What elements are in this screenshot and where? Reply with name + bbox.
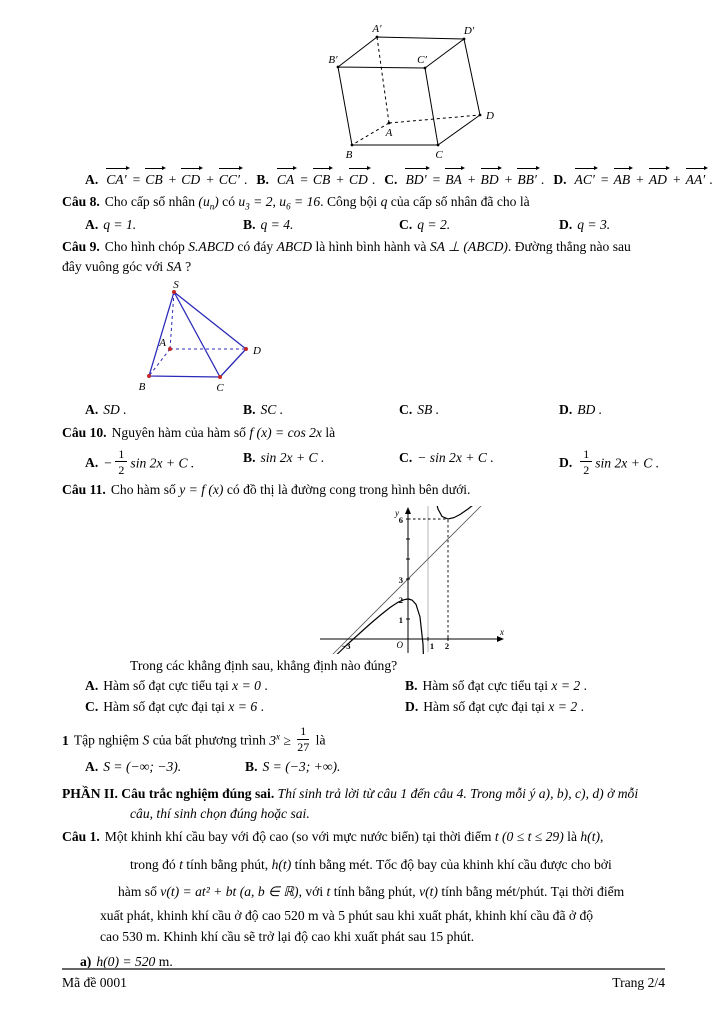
math: t xyxy=(179,856,183,872)
part2-question1-line4 xyxy=(62,906,663,926)
option-label: B. xyxy=(243,216,256,232)
option-label: B. xyxy=(256,172,269,187)
stem-text: . Đường thẳng nào sau xyxy=(507,239,631,254)
stem-text: tính bằng mét/phút. Tại thời điểm xyxy=(437,884,625,900)
part2-header-line1 xyxy=(62,784,663,804)
plus-sign: + xyxy=(467,172,476,187)
option-label: C. xyxy=(399,449,413,465)
math: x = 2 xyxy=(551,678,581,694)
option-text: sin 2x + C . xyxy=(595,454,660,470)
plus-sign: + xyxy=(636,172,644,187)
option-C xyxy=(399,448,559,476)
plus-sign: + xyxy=(336,172,344,187)
option-label: A. xyxy=(85,454,99,470)
stem-text: , xyxy=(600,829,604,845)
stem-text: Tập nghiệm xyxy=(73,732,143,748)
stem-text: là hình bình hành và xyxy=(312,239,430,254)
question-number: Câu 1. xyxy=(62,829,100,845)
stem-text: tính bằng phút, xyxy=(182,856,272,872)
vector-term: BD xyxy=(479,167,502,190)
period: . xyxy=(580,678,587,694)
option-A xyxy=(85,676,405,696)
period: . xyxy=(709,172,713,187)
math: h(0) = 520 xyxy=(96,954,156,970)
plus-sign: + xyxy=(672,172,681,187)
option-D xyxy=(559,400,663,420)
option-C xyxy=(399,215,559,235)
stem-text: đây vuông góc với xyxy=(62,259,167,275)
option-text: q = 2. xyxy=(417,216,451,232)
graph-figure xyxy=(320,506,663,654)
cube-solid-edges xyxy=(338,37,480,145)
math: f (x) = cos 2x xyxy=(249,425,322,441)
minus-sign: − xyxy=(103,454,113,470)
part2-question1-line1 xyxy=(62,827,663,847)
curve-left-branch xyxy=(320,599,425,654)
question-number: Câu 10. xyxy=(62,425,107,441)
period: . xyxy=(371,172,376,187)
period: . xyxy=(577,698,584,714)
plus-sign: + xyxy=(206,172,214,187)
vector-term: CB xyxy=(143,167,165,190)
stem-text: là xyxy=(321,425,336,441)
option-C xyxy=(384,167,544,190)
option-label: A. xyxy=(85,678,99,694)
prompt-text: Trong các khẳng định sau, khẳng định nào đúng? xyxy=(130,657,398,673)
equals-sign: = xyxy=(132,172,141,187)
pyramid-hidden-edges xyxy=(149,292,246,376)
question10-stem xyxy=(62,423,663,443)
question11-options-row2 xyxy=(62,697,663,717)
option-label: A. xyxy=(85,401,99,417)
option-text: Hàm số đạt cực tiểu tại xyxy=(103,678,233,694)
x-tick-2: 2 xyxy=(444,640,450,651)
part2-note: câu, thí sinh chọn đúng hoặc sai. xyxy=(130,805,310,821)
stem-text: có đáy xyxy=(233,239,277,254)
axis-ticks xyxy=(406,519,448,641)
option-label: C. xyxy=(85,698,99,714)
math: t (0 ≤ t ≤ 29) xyxy=(494,829,564,845)
y-axis-arrow xyxy=(405,507,411,514)
plus-sign: + xyxy=(168,172,177,187)
option-label: B. xyxy=(243,449,256,465)
stem-text: là xyxy=(563,829,581,845)
math: ABCD xyxy=(276,239,313,254)
question12-stem xyxy=(62,725,663,753)
graph-figure-svg xyxy=(320,506,505,654)
math: S xyxy=(142,732,150,748)
stem-text: , xyxy=(272,194,280,210)
option-A xyxy=(85,167,247,190)
option-text: Hàm số đạt cực tiểu tại xyxy=(422,678,552,694)
stem-text: . Công bội xyxy=(320,194,381,210)
option-A xyxy=(85,757,245,777)
option-D xyxy=(405,697,663,717)
math: q xyxy=(380,194,388,210)
math: h(t) xyxy=(271,856,292,872)
equals-sign: = xyxy=(300,172,308,187)
equals-sign: = xyxy=(600,172,609,187)
vector-term: AD xyxy=(647,167,670,190)
math: h(t) xyxy=(580,829,601,845)
math: $(u_n)$ xyxy=(198,194,219,213)
stem-text: trong đó xyxy=(130,856,180,872)
stem-text: Nguyên hàm của hàm số xyxy=(111,425,250,441)
option-D xyxy=(553,167,712,190)
question-number: Câu 8. xyxy=(62,194,100,210)
stem-text: hàm số xyxy=(118,884,161,900)
part2-question1-line3 xyxy=(62,882,663,902)
part2-header-line2 xyxy=(62,804,663,824)
question-number: Câu 9. xyxy=(62,239,100,254)
math: SA xyxy=(166,259,182,275)
question8-options-row xyxy=(62,215,663,235)
option-label: A. xyxy=(85,216,99,232)
curve-right-branch xyxy=(432,506,498,519)
option-label: B. xyxy=(405,678,418,694)
option-C xyxy=(85,697,405,717)
math: $u_3 = 2$ xyxy=(238,194,273,213)
fraction: $\frac{1}{2}$ xyxy=(580,448,592,476)
period: . xyxy=(243,172,248,187)
option-D xyxy=(559,448,663,476)
period: . xyxy=(540,172,545,187)
option-label: A. xyxy=(85,759,99,775)
vector-term: CD xyxy=(179,167,203,190)
question8-stem xyxy=(62,192,663,214)
option-A xyxy=(85,448,243,476)
option-label: C. xyxy=(384,172,398,187)
option-text: SD . xyxy=(103,401,127,417)
option-label: D. xyxy=(559,401,573,417)
y-tick-6: 6 xyxy=(398,514,403,525)
stem-text: xuất phát, khinh khí cầu ở độ cao 520 m và 5 phút sau khi xuất phát, khinh khí cầu đã ở độ xyxy=(100,908,594,924)
vector-term: AB xyxy=(612,167,634,190)
math: x = 0 xyxy=(232,678,261,694)
x-tick-1: 1 xyxy=(429,640,435,651)
math: S.ABCD xyxy=(188,239,234,254)
y-tick-1: 1 xyxy=(398,614,403,625)
option-label: C. xyxy=(399,216,413,232)
question9-options-row xyxy=(62,400,663,420)
stem-text: cao 530 m. Khinh khí cầu sẽ trở lại độ cao khi xuất phát sau 15 phút. xyxy=(100,928,475,944)
vector-term: BD′ xyxy=(403,167,429,190)
math: v(t) xyxy=(419,884,438,900)
vertex-label-D: D xyxy=(486,110,494,122)
math: x = 2 xyxy=(548,698,578,714)
pyramid-solid-edges xyxy=(149,292,246,377)
option-label: C. xyxy=(399,401,413,417)
stem-text: Một khinh khí cầu bay với độ cao (so với mực nước biển) tại thời điểm xyxy=(104,829,495,845)
option-D xyxy=(559,215,663,235)
period: . xyxy=(257,698,264,714)
option-text: q = 1. xyxy=(103,216,137,232)
option-B xyxy=(243,448,399,476)
option-B xyxy=(256,167,375,190)
vertex-label-S: S xyxy=(173,279,179,291)
stem-text: Cho cấp số nhân xyxy=(104,194,199,210)
vertex-label-A: A xyxy=(159,336,166,349)
item-label: a) xyxy=(80,954,92,970)
vertex-label-C: C xyxy=(216,381,224,394)
option-text: Hàm số đạt cực đại tại xyxy=(423,698,549,714)
question11-stem xyxy=(62,480,663,500)
option-label: A. xyxy=(85,172,99,187)
y-tick-2: 2 xyxy=(398,594,403,605)
option-text: SC . xyxy=(260,401,284,417)
option-text: q = 3. xyxy=(577,216,611,232)
origin-label: O xyxy=(396,639,403,650)
option-text: S = (−3; +∞). xyxy=(262,759,341,775)
y-tick-3: 3 xyxy=(398,574,403,585)
pyramid-figure xyxy=(100,280,663,398)
fraction: $\frac{1}{27}$ xyxy=(297,724,310,755)
vector-term: BB′ xyxy=(515,167,540,190)
math: $3^x$ ≥ xyxy=(269,731,295,748)
math: SA ⊥ (ABCD) xyxy=(429,239,508,254)
vector-term: CA′ xyxy=(104,167,129,190)
vertex-label-A: A xyxy=(385,127,393,139)
question9-stem-line1 xyxy=(62,237,663,257)
vector-term: CC′ xyxy=(217,167,243,190)
stem-text: Cho hàm số xyxy=(110,481,180,497)
vertex-label-D-prime: D′ xyxy=(463,25,475,37)
part2-question1-line2 xyxy=(62,855,663,875)
equals-sign: = xyxy=(432,172,441,187)
page-footer xyxy=(62,968,665,993)
cube-figure xyxy=(325,20,663,162)
option-text: q = 4. xyxy=(260,216,294,232)
vertex-label-D: D xyxy=(253,344,261,357)
fraction: $\frac{1}{2}$ xyxy=(115,448,127,476)
stem-text: tính bằng phút, xyxy=(330,884,420,900)
page-number: Trang 2/4 xyxy=(612,975,665,990)
option-text: S = (−∞; −3). xyxy=(103,759,182,775)
stem-text: là xyxy=(312,732,326,748)
stem-text: có xyxy=(218,194,239,210)
vertex-label-C-prime: C′ xyxy=(417,54,427,66)
stem-text: có đồ thị là đường cong trong hình bên dưới. xyxy=(223,481,471,497)
stem-text: ? xyxy=(181,259,192,275)
option-text: sin 2x + C . xyxy=(130,454,195,470)
question9-stem-line2 xyxy=(62,257,663,277)
option-label: B. xyxy=(245,759,258,775)
question-number: Câu 11. xyxy=(62,481,106,497)
option-text: sin 2x + C . xyxy=(260,449,325,465)
stem-text: của bất phương trình xyxy=(149,732,270,748)
stem-text: của cấp số nhân đã cho là xyxy=(387,194,530,210)
option-A xyxy=(85,215,243,235)
question10-options-row xyxy=(62,448,663,476)
option-label: D. xyxy=(559,454,573,470)
plus-sign: + xyxy=(504,172,513,187)
math: $u_6 = 16$ xyxy=(279,194,321,213)
math: x = 6 xyxy=(228,698,258,714)
stem-text: , với xyxy=(298,884,327,900)
option-B xyxy=(243,400,399,420)
option-text: BD . xyxy=(577,401,603,417)
vertex-label-C: C xyxy=(435,149,443,161)
part2-question1-line5 xyxy=(62,927,663,947)
option-B xyxy=(243,215,399,235)
question12-options-row xyxy=(62,757,663,777)
vector-term: CB xyxy=(311,167,333,190)
x-axis-label: x xyxy=(500,626,504,637)
math: y = f (x) xyxy=(179,481,224,497)
x-tick-minus3: −3 xyxy=(341,640,351,651)
vector-term: BA xyxy=(443,167,465,190)
question7-options-row xyxy=(62,167,713,190)
vector-term: AC′ xyxy=(573,167,598,190)
part2-note: Thí sinh trả lời từ câu 1 đến câu 4. Trong mỗi ý a), b), c), d) ở mỗi xyxy=(277,785,639,801)
option-label: D. xyxy=(553,172,567,187)
option-label: D. xyxy=(405,698,419,714)
question-number: 1 xyxy=(62,732,69,748)
stem-text: tính bằng mét. Tốc độ bay của khinh khí cầu được cho bởi xyxy=(291,856,612,872)
slant-asymptote xyxy=(320,506,505,654)
option-B xyxy=(245,757,663,777)
question11-options-row1 xyxy=(62,676,663,696)
option-label: B. xyxy=(243,401,256,417)
option-text: SB . xyxy=(417,401,440,417)
option-label: D. xyxy=(559,216,573,232)
pyramid-figure-svg xyxy=(100,280,300,398)
vector-term: CD xyxy=(347,167,371,190)
math: t xyxy=(326,884,331,900)
y-axis-label: y xyxy=(395,507,399,518)
option-text: − sin 2x + C . xyxy=(417,449,494,465)
vertex-label-B: B xyxy=(345,149,353,161)
exam-code: Mã đề 0001 xyxy=(62,975,127,990)
stem-text: Cho hình chóp xyxy=(104,239,189,254)
math: v(t) = at² + bt (a, b ∈ ℝ) xyxy=(160,884,299,900)
vertex-label-B: B xyxy=(138,380,146,393)
period: . xyxy=(260,678,268,694)
option-C xyxy=(399,400,559,420)
option-text: Hàm số đạt cực đại tại xyxy=(103,698,229,714)
vector-term: CA xyxy=(275,167,297,190)
stem-text: m. xyxy=(155,954,173,970)
vertex-label-B-prime: B′ xyxy=(328,54,338,66)
vertex-label-A-prime: A′ xyxy=(372,23,382,35)
option-B xyxy=(405,676,663,696)
question11-prompt xyxy=(62,656,663,676)
cube-figure-svg xyxy=(325,20,510,162)
vector-term: AA′ xyxy=(684,167,709,190)
option-A xyxy=(85,400,243,420)
part2-title: PHẦN II. Câu trắc nghiệm đúng sai. xyxy=(62,785,278,801)
